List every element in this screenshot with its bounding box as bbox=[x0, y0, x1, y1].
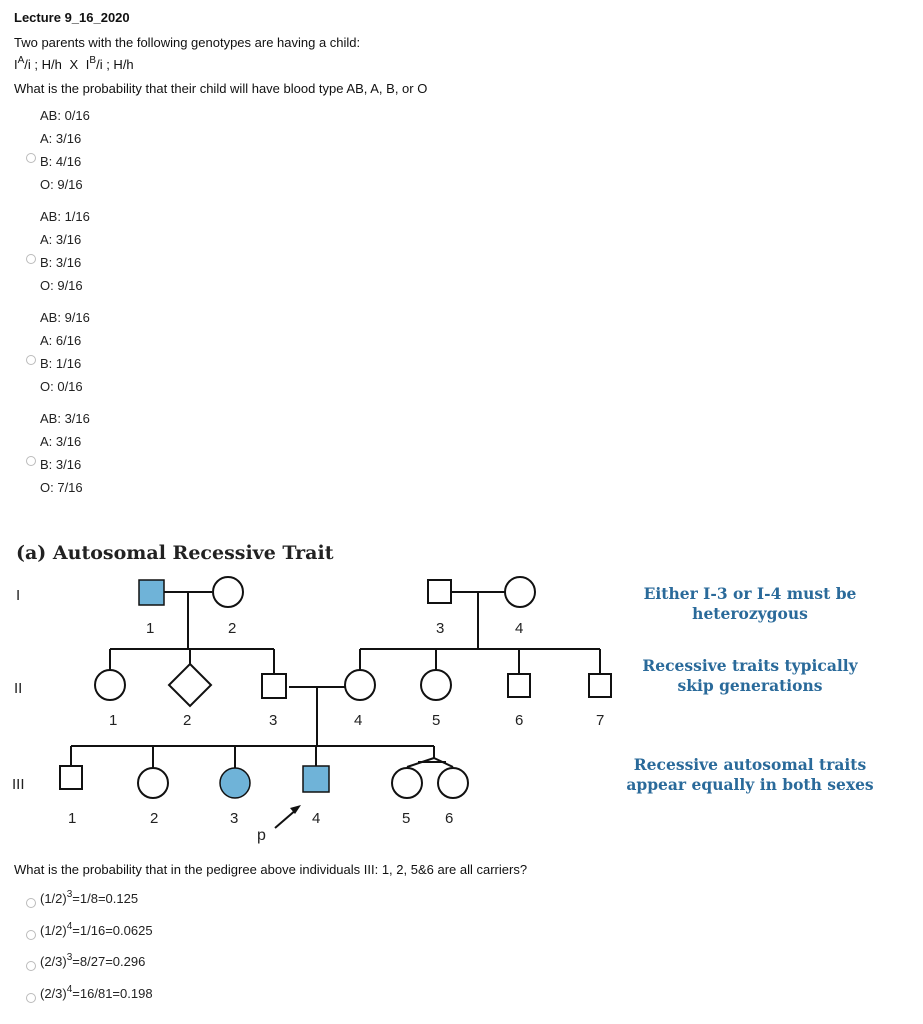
note-both-sexes bbox=[612, 755, 888, 795]
individual-I-2-female bbox=[213, 577, 243, 607]
individual-II-4-female bbox=[345, 670, 375, 700]
option-exp: 3 bbox=[66, 889, 73, 900]
option-base: (2/3) bbox=[40, 954, 67, 969]
option-line: B: 3/16 bbox=[40, 255, 82, 270]
option-text bbox=[40, 954, 145, 969]
individual-number: 3 bbox=[436, 620, 445, 637]
individual-number: 5 bbox=[402, 810, 411, 827]
option-base: (2/3) bbox=[40, 986, 67, 1001]
option-rest: =8/27=0.296 bbox=[72, 954, 146, 969]
note-heterozygous bbox=[620, 584, 880, 624]
individual-II-3-male bbox=[262, 674, 286, 698]
p2-sup: B bbox=[89, 55, 97, 66]
option-text bbox=[40, 923, 153, 938]
option-line: B: 3/16 bbox=[40, 457, 82, 472]
note-line: skip generations bbox=[677, 676, 823, 695]
option-line: AB: 9/16 bbox=[40, 310, 90, 325]
radio-button[interactable] bbox=[26, 898, 36, 908]
option-base: (1/2) bbox=[40, 923, 67, 938]
option-text bbox=[40, 986, 153, 1001]
option-base: (1/2) bbox=[40, 891, 67, 906]
radio-button[interactable] bbox=[26, 993, 36, 1003]
p2-rest: /i ; H/h bbox=[96, 57, 134, 72]
individual-III-2-female bbox=[138, 768, 168, 798]
option-rest: =1/16=0.0625 bbox=[72, 923, 153, 938]
individual-number: 4 bbox=[312, 810, 321, 827]
option-exp: 3 bbox=[66, 952, 73, 963]
individual-II-6-male bbox=[508, 674, 530, 697]
individual-I-3-male bbox=[428, 580, 451, 603]
individual-number: 1 bbox=[146, 620, 155, 637]
individual-III-5-twin-female bbox=[392, 768, 422, 798]
individual-number: 6 bbox=[515, 712, 524, 729]
individual-number: 2 bbox=[183, 712, 192, 729]
option-line: O: 9/16 bbox=[40, 177, 83, 192]
generation-label: I bbox=[16, 587, 21, 604]
option-line: AB: 3/16 bbox=[40, 411, 90, 426]
note-line: Either I-3 or I-4 must be bbox=[643, 584, 857, 603]
option-exp: 4 bbox=[66, 984, 73, 995]
option-rest: =1/8=0.125 bbox=[72, 891, 139, 906]
generation-label: III bbox=[12, 776, 25, 793]
generation-label: II bbox=[14, 680, 23, 697]
individual-I-1-affected-male bbox=[139, 580, 164, 605]
answer-option-q2-3[interactable] bbox=[26, 954, 326, 974]
option-line: A: 6/16 bbox=[40, 333, 82, 348]
p1-sup: A bbox=[17, 55, 25, 66]
question1-intro: Two parents with the following genotypes are having a child: bbox=[14, 35, 361, 50]
radio-button[interactable] bbox=[26, 961, 36, 971]
individual-number: 2 bbox=[150, 810, 159, 827]
cross-x: X bbox=[69, 57, 79, 72]
p2-base: I bbox=[85, 57, 90, 72]
answer-option-q2-4[interactable] bbox=[26, 986, 326, 1006]
individual-III-6-twin-female bbox=[438, 768, 468, 798]
answer-option-q2-1[interactable] bbox=[26, 891, 326, 911]
note-line: heterozygous bbox=[692, 604, 808, 623]
option-line: AB: 0/16 bbox=[40, 108, 90, 123]
individual-number: 7 bbox=[596, 712, 605, 729]
individual-II-7-male bbox=[589, 674, 611, 697]
note-line: Recessive autosomal traits bbox=[633, 755, 867, 774]
lecture-title: Lecture 9_16_2020 bbox=[14, 10, 130, 25]
note-line: Recessive traits typically bbox=[642, 656, 858, 675]
individual-II-5-female bbox=[421, 670, 451, 700]
individual-number: 3 bbox=[269, 712, 278, 729]
option-line: B: 4/16 bbox=[40, 154, 82, 169]
individual-number: 5 bbox=[432, 712, 441, 729]
proband-label: p bbox=[257, 827, 266, 844]
option-line: B: 1/16 bbox=[40, 356, 82, 371]
option-line: O: 0/16 bbox=[40, 379, 83, 394]
individual-I-4-female bbox=[505, 577, 535, 607]
individual-number: 4 bbox=[515, 620, 524, 637]
option-exp: 4 bbox=[66, 921, 73, 932]
option-line: A: 3/16 bbox=[40, 131, 82, 146]
individual-number: 2 bbox=[228, 620, 237, 637]
individual-III-4-affected-male-proband bbox=[303, 766, 329, 792]
pedigree-title: (a) Autosomal Recessive Trait bbox=[16, 542, 334, 564]
option-rest: =16/81=0.198 bbox=[72, 986, 153, 1001]
option-line: A: 3/16 bbox=[40, 434, 82, 449]
p1-base: I bbox=[14, 57, 18, 72]
note-line: appear equally in both sexes bbox=[626, 775, 874, 794]
individual-number: 4 bbox=[354, 712, 363, 729]
individual-III-3-affected-female bbox=[220, 768, 250, 798]
p1-rest: /i ; H/h bbox=[24, 57, 62, 72]
individual-number: 3 bbox=[230, 810, 239, 827]
answer-option-q2-2[interactable] bbox=[26, 923, 326, 943]
question2-prompt: What is the probability that in the pedigree above individuals III: 1, 2, 5&6 are all carriers? bbox=[14, 862, 528, 877]
option-line: O: 9/16 bbox=[40, 278, 83, 293]
individual-number: 1 bbox=[109, 712, 118, 729]
radio-button[interactable] bbox=[26, 930, 36, 940]
individual-number: 1 bbox=[68, 810, 77, 827]
individual-II-2-unknown-sex bbox=[169, 664, 211, 706]
individual-number: 6 bbox=[445, 810, 454, 827]
individual-III-1-male bbox=[60, 766, 82, 789]
option-line: AB: 1/16 bbox=[40, 209, 90, 224]
question1-prompt: What is the probability that their child will have blood type AB, A, B, or O bbox=[14, 81, 428, 96]
option-line: A: 3/16 bbox=[40, 232, 82, 247]
option-line: O: 7/16 bbox=[40, 480, 83, 495]
option-text bbox=[40, 891, 138, 906]
individual-II-1-female bbox=[95, 670, 125, 700]
note-skip-generations bbox=[620, 656, 880, 696]
